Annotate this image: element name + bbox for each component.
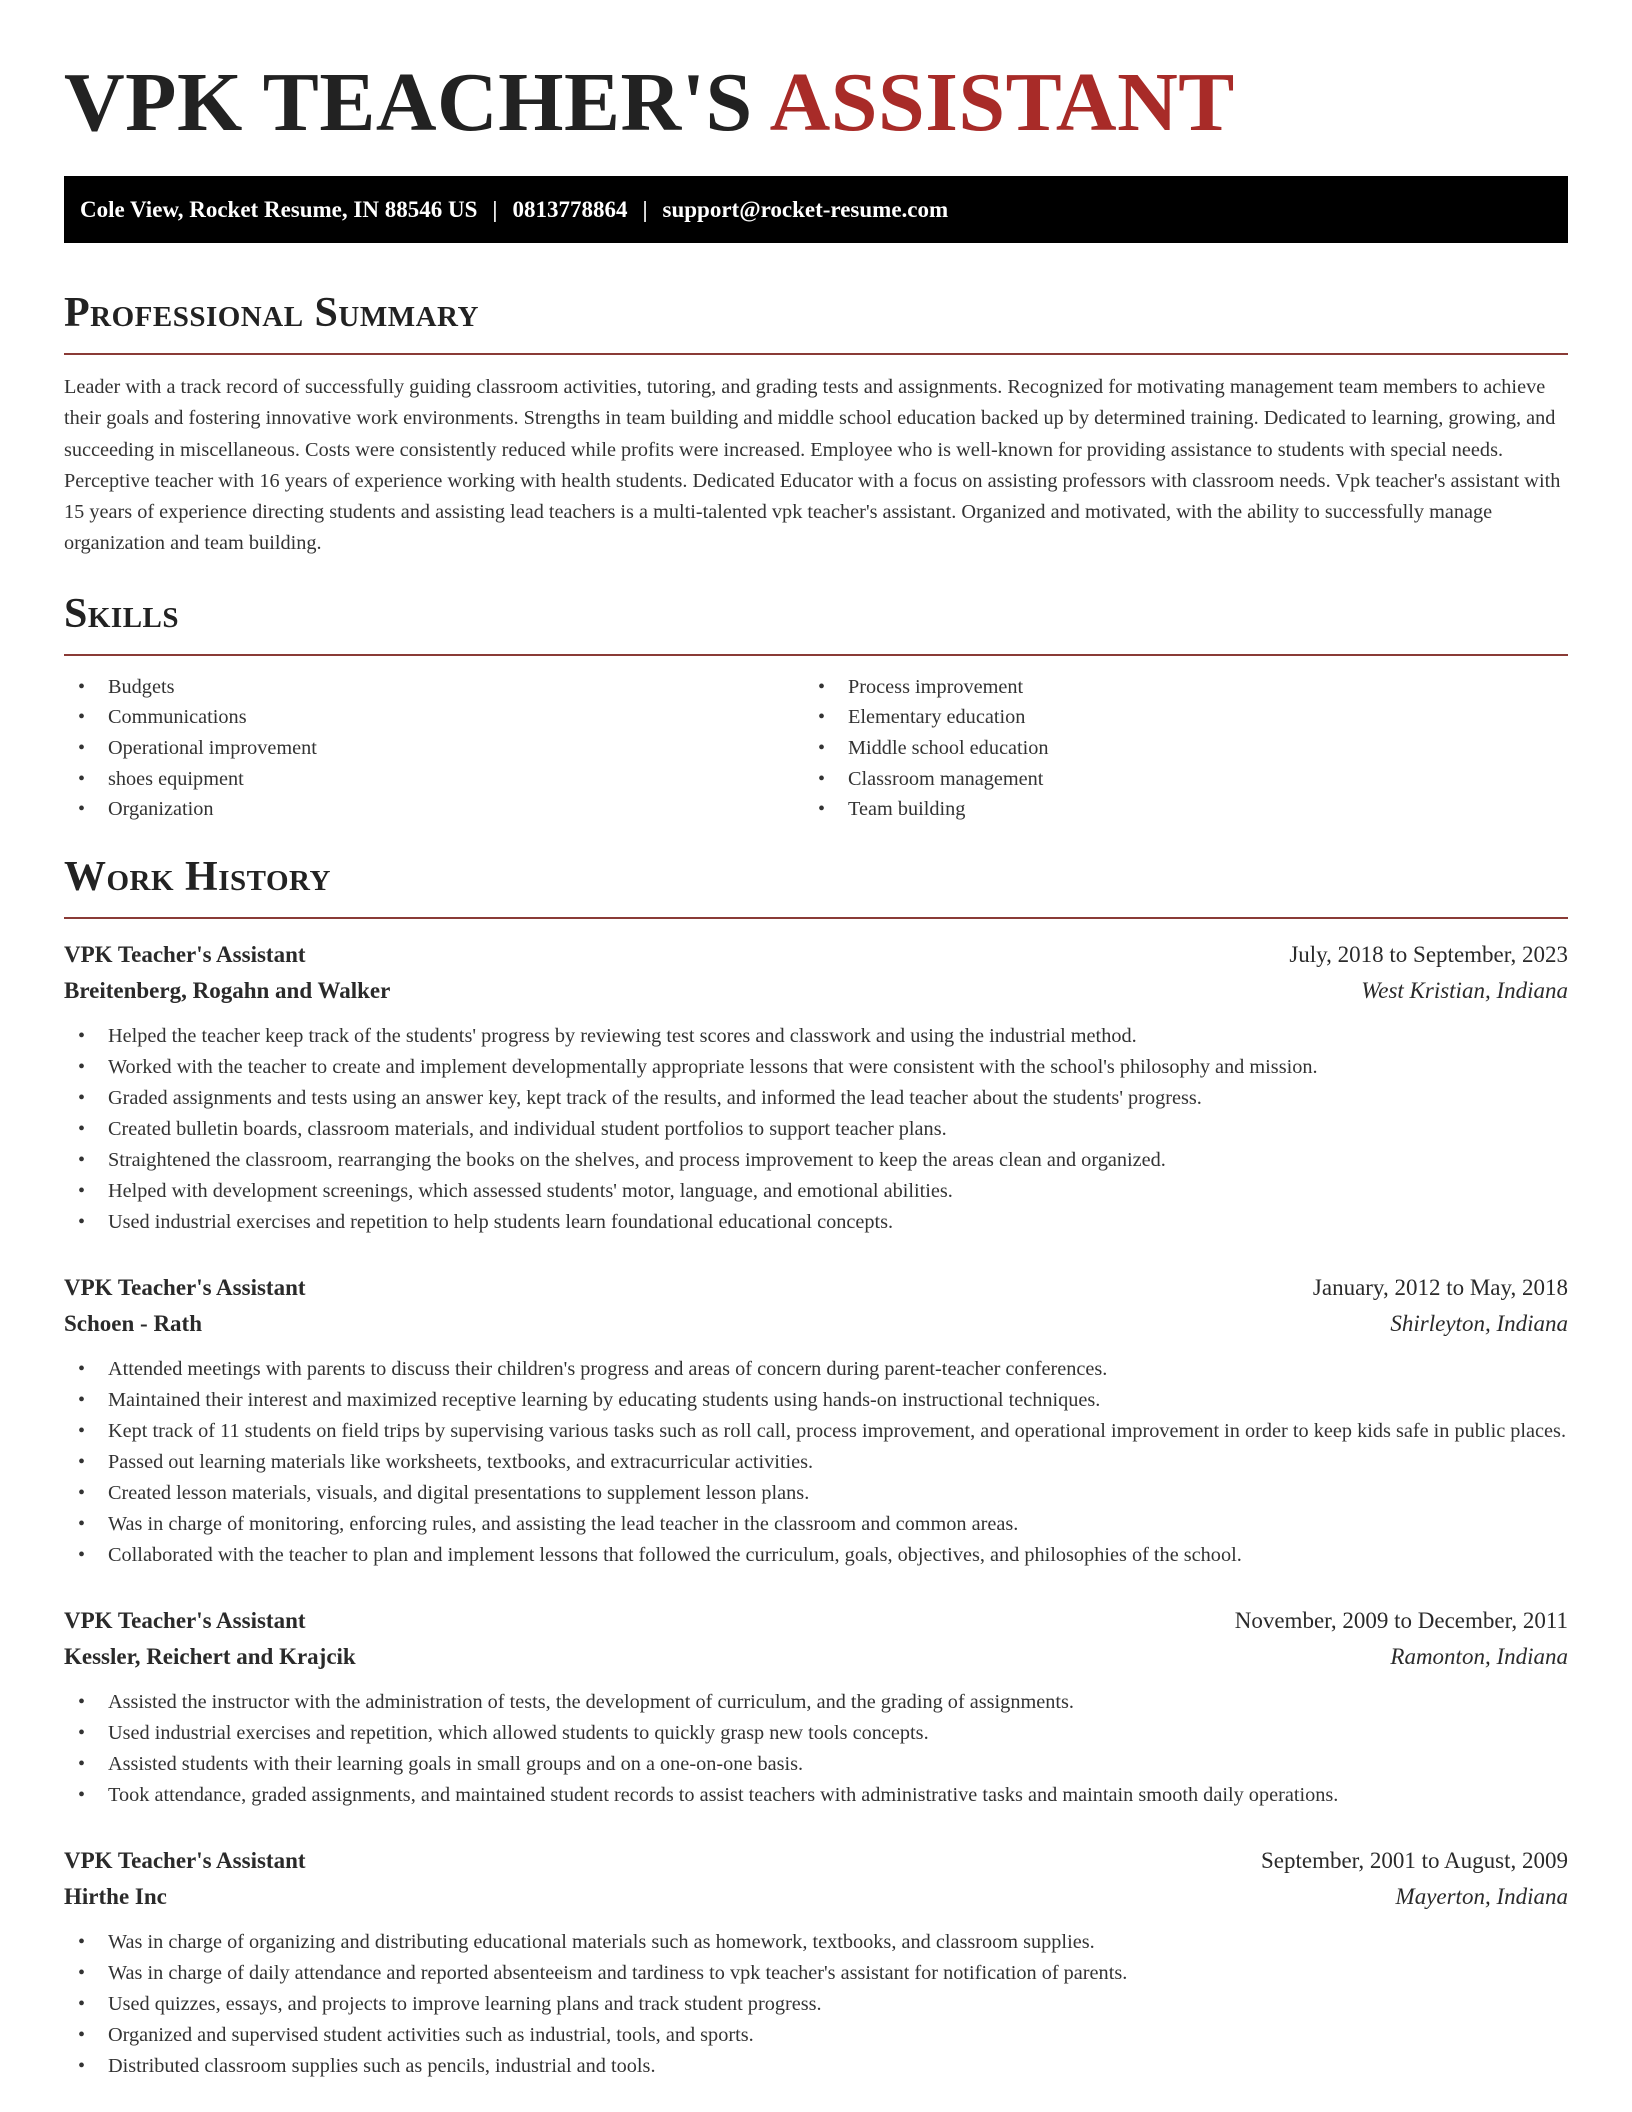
skill-item: • Middle school education	[804, 733, 1544, 764]
job-bullets	[64, 1354, 1568, 1571]
contact-separator: |	[492, 197, 498, 222]
job-bullet: • Used industrial exercises and repetition, which allowed students to quickly grasp new tools concepts.	[64, 1718, 1568, 1749]
job-dates: January, 2012 to May, 2018	[1312, 1274, 1568, 1300]
job-bullets	[64, 1927, 1568, 2082]
job-bullet: • Passed out learning materials like worksheets, textbooks, and extracurricular activities.	[64, 1447, 1568, 1478]
job-bullet: • Created lesson materials, visuals, and digital presentations to supplement lesson plans.	[64, 1478, 1568, 1509]
job-bullet: • Worked with the teacher to create and implement developmentally appropriate lessons that were consistent with the school's philosophy and mission.	[64, 1052, 1568, 1083]
contact-bar	[64, 176, 1568, 243]
job-header-row	[64, 1843, 1568, 1879]
job-bullet: • Assisted students with their learning goals in small groups and on a one-on-one basis.	[64, 1749, 1568, 1780]
job-header-row	[64, 1270, 1568, 1306]
job-bullet: • Organized and supervised student activities such as industrial, tools, and sports.	[64, 2020, 1568, 2051]
skill-item: • Communications	[64, 702, 804, 733]
job-company-row	[64, 1639, 1568, 1675]
job-bullet: • Distributed classroom supplies such as pencils, industrial and tools.	[64, 2051, 1568, 2082]
job-entry	[64, 1603, 1568, 1811]
skill-item: • Operational improvement	[64, 733, 804, 764]
job-title: VPK Teacher's Assistant	[64, 1847, 306, 1873]
work-history-heading: Work History	[64, 851, 1568, 919]
job-title: VPK Teacher's Assistant	[64, 1274, 306, 1300]
contact-separator: |	[642, 197, 648, 222]
job-bullets	[64, 1687, 1568, 1811]
contact-phone: 0813778864	[512, 197, 628, 222]
job-title: VPK Teacher's Assistant	[64, 941, 306, 967]
job-bullet: • Helped the teacher keep track of the students' progress by reviewing test scores and classwork and using the industrial method.	[64, 1021, 1568, 1052]
job-company-row	[64, 1879, 1568, 1915]
skills-grid	[64, 672, 1568, 825]
job-bullet: • Assisted the instructor with the administration of tests, the development of curriculum, and the grading of assignments.	[64, 1687, 1568, 1718]
job-bullet: • Attended meetings with parents to discuss their children's progress and areas of concern during parent-teacher conferences.	[64, 1354, 1568, 1385]
job-dates: November, 2009 to December, 2011	[1234, 1607, 1568, 1633]
job-company-row	[64, 1306, 1568, 1342]
job-title: VPK Teacher's Assistant	[64, 1607, 306, 1633]
job-bullet: • Straightened the classroom, rearranging the books on the shelves, and process improvement to keep the areas clean and organized.	[64, 1145, 1568, 1176]
job-location: Shirleyton, Indiana	[1390, 1310, 1568, 1336]
skill-item: • Classroom management	[804, 764, 1544, 795]
job-location: Ramonton, Indiana	[1390, 1643, 1568, 1669]
job-company: Hirthe Inc	[64, 1883, 167, 1909]
job-entry	[64, 1270, 1568, 1571]
job-company: Breitenberg, Rogahn and Walker	[64, 977, 391, 1003]
title-main: VPK TEACHER'S	[64, 56, 753, 149]
contact-address: Cole View, Rocket Resume, IN 88546 US	[80, 197, 478, 222]
skills-column-right	[804, 672, 1544, 825]
skill-item: • Organization	[64, 794, 804, 825]
job-header-row	[64, 1603, 1568, 1639]
job-header-row	[64, 937, 1568, 973]
job-bullet: • Collaborated with the teacher to plan and implement lessons that followed the curriculum, goals, objectives, and philosophies of the school.	[64, 1540, 1568, 1571]
job-bullet: • Took attendance, graded assignments, and maintained student records to assist teachers with administrative tasks and maintain smooth daily operations.	[64, 1780, 1568, 1811]
job-company-row	[64, 973, 1568, 1009]
job-bullet: • Was in charge of monitoring, enforcing rules, and assisting the lead teacher in the classroom and common areas.	[64, 1509, 1568, 1540]
job-bullet: • Helped with development screenings, which assessed students' motor, language, and emotional abilities.	[64, 1176, 1568, 1207]
summary-heading: Professional Summary	[64, 287, 1568, 355]
job-bullet: • Kept track of 11 students on field trips by supervising various tasks such as roll call, process improvement, and operational improvement in order to keep kids safe in public places.	[64, 1416, 1568, 1447]
summary-text: Leader with a track record of successfully guiding classroom activities, tutoring, and grading tests and assignments. Recognized for motivating management team members to achieve their goals and fostering innovative work environments. Strengths in team building and middle school education backed up by determined training. Dedicated to learning, growing, and succeeding in miscellaneous. Costs were consistently reduced while profits were increased. Employee who is well-known for providing assistance to students with special needs. Perceptive teacher with 16 years of experience working with health students. Dedicated Educator with a focus on assisting professors with classroom needs. Vpk teacher's assistant with 15 years of experience directing students and assisting lead teachers is a multi-talented vpk teacher's assistant. Organized and motivated, with the ability to successfully manage organization and team building.	[64, 376, 1561, 555]
job-company: Schoen - Rath	[64, 1310, 203, 1336]
job-company: Kessler, Reichert and Krajcik	[64, 1643, 356, 1669]
job-bullets	[64, 1021, 1568, 1238]
title-accent: ASSISTANT	[769, 56, 1235, 149]
job-bullet: • Was in charge of daily attendance and reported absenteeism and tardiness to vpk teacher's assistant for notification of parents.	[64, 1958, 1568, 1989]
job-bullet: • Graded assignments and tests using an answer key, kept track of the results, and informed the lead teacher about the students' progress.	[64, 1083, 1568, 1114]
resume-page	[64, 0, 1568, 2082]
skills-column-left	[64, 672, 804, 825]
skill-item: • Process improvement	[804, 672, 1544, 703]
job-entry	[64, 937, 1568, 1238]
job-dates: July, 2018 to September, 2023	[1289, 941, 1568, 967]
job-entry	[64, 1843, 1568, 2082]
skill-item: • Budgets	[64, 672, 804, 703]
contact-email[interactable]: support@rocket-resume.com	[662, 197, 949, 222]
job-location: West Kristian, Indiana	[1361, 977, 1568, 1003]
job-dates: September, 2001 to August, 2009	[1260, 1847, 1568, 1873]
job-bullet: • Maintained their interest and maximized receptive learning by educating students using hands-on instructional techniques.	[64, 1385, 1568, 1416]
skill-item: • Elementary education	[804, 702, 1544, 733]
job-bullet: • Used industrial exercises and repetition to help students learn foundational educational concepts.	[64, 1207, 1568, 1238]
resume-title	[64, 58, 1568, 148]
job-bullet: • Created bulletin boards, classroom materials, and individual student portfolios to support teacher plans.	[64, 1114, 1568, 1145]
skills-heading: Skills	[64, 588, 1568, 656]
job-bullet: • Used quizzes, essays, and projects to improve learning plans and track student progress.	[64, 1989, 1568, 2020]
job-location: Mayerton, Indiana	[1395, 1883, 1568, 1909]
skill-item: • shoes equipment	[64, 764, 804, 795]
job-bullet: • Was in charge of organizing and distributing educational materials such as homework, textbooks, and classroom supplies.	[64, 1927, 1568, 1958]
skill-item: • Team building	[804, 794, 1544, 825]
